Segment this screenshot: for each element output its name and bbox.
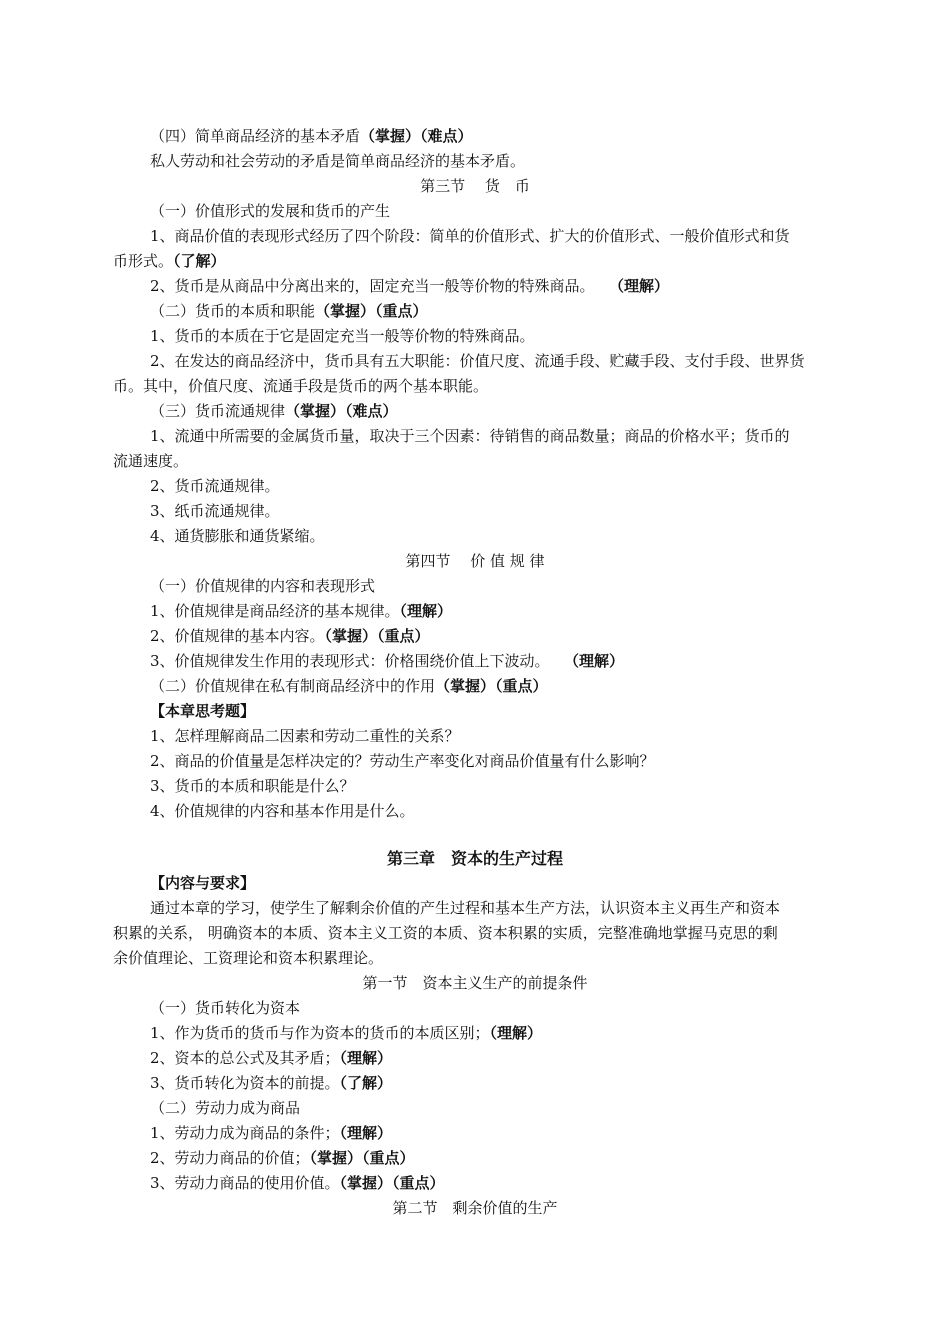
paragraph: 1、流通中所需要的金属货币量，取决于三个因素：待销售的商品数量；商品的价格水平；货币的 <box>150 427 790 445</box>
subsection-heading: （二）货币的本质和职能（掌握）（重点） <box>150 302 428 320</box>
paragraph-continuation: 流通速度。 <box>113 452 189 470</box>
paragraph-continuation: 积累的关系， 明确资本的本质、资本主义工资的本质、资本积累的实质，完整准确地掌握马克思的剩 <box>113 924 778 942</box>
tag-label: （掌握）（重点） <box>339 1174 445 1192</box>
paragraph: 1、价值规律是商品经济的基本规律。（理解） <box>150 602 453 620</box>
review-heading: 【本章思考题】 <box>150 702 256 720</box>
paragraph: 4、通货膨胀和通货紧缩。 <box>150 527 325 545</box>
tag-label: （掌握）（重点） <box>309 1149 415 1167</box>
chapter-title: 第三章 资本的生产过程 <box>386 849 563 868</box>
paragraph: 3、货币转化为资本的前提。（了解） <box>150 1074 393 1092</box>
review-question: 2、商品的价值量是怎样决定的？劳动生产率变化对商品价值量有什么影响？ <box>150 752 655 770</box>
paragraph-continuation: 余价值理论、工资理论和资本积累理论。 <box>113 949 384 967</box>
section-title: 第一节 资本主义生产的前提条件 <box>362 974 588 992</box>
review-question: 3、货币的本质和职能是什么？ <box>150 777 355 795</box>
paragraph: 通过本章的学习，使学生了解剩余价值的产生过程和基本生产方法，认识资本主义再生产和资本 <box>150 899 781 917</box>
section-title: 第三节 货 币 <box>420 177 530 195</box>
paragraph: 1、劳动力成为商品的条件；（理解） <box>150 1124 393 1142</box>
subsection-heading: （三）货币流通规律（掌握）（难点） <box>150 402 398 420</box>
subsection-heading: （四）简单商品经济的基本矛盾（掌握）（难点） <box>150 127 473 145</box>
tag-label: （理解） <box>339 1124 393 1142</box>
paragraph: 2、劳动力商品的价值；（掌握）（重点） <box>150 1149 415 1167</box>
subsection-heading: （一）价值形式的发展和货币的产生 <box>150 202 391 220</box>
tag-label: （了解） <box>173 252 226 270</box>
review-question: 4、价值规律的内容和基本作用是什么。 <box>150 802 415 820</box>
tag-label: （掌握）（重点） <box>315 302 428 320</box>
paragraph: 2、在发达的商品经济中，货币具有五大职能：价值尺度、流通手段、贮藏手段、支付手段、世界货 <box>150 352 805 370</box>
subsection-heading: （一）货币转化为资本 <box>150 999 301 1017</box>
tag-label: （理解） <box>339 1049 393 1067</box>
section-title: 第四节 价 值 规 律 <box>405 552 545 570</box>
review-question: 1、怎样理解商品二因素和劳动二重性的关系？ <box>150 727 460 745</box>
tag-label: （理解） <box>399 602 453 620</box>
tag-label: （理解） <box>489 1024 543 1042</box>
section-title: 第二节 剩余价值的生产 <box>392 1199 558 1217</box>
paragraph: 1、作为货币的货币与作为资本的货币的本质区别；（理解） <box>150 1024 543 1042</box>
tag-label: （掌握）（重点） <box>435 677 548 695</box>
tag-label: （掌握）（难点） <box>285 402 398 420</box>
paragraph: 2、货币流通规律。 <box>150 477 280 495</box>
tag-label: （理解） <box>571 652 625 670</box>
requirements-heading: 【内容与要求】 <box>150 874 256 892</box>
subsection-heading: （二）劳动力成为商品 <box>150 1099 301 1117</box>
subsection-heading: （二）价值规律在私有制商品经济中的作用（掌握）（重点） <box>150 677 548 695</box>
tag-label: （掌握）（重点） <box>324 627 430 645</box>
paragraph: 2、资本的总公式及其矛盾；（理解） <box>150 1049 393 1067</box>
subsection-heading: （一）价值规律的内容和表现形式 <box>150 577 376 595</box>
paragraph: 3、纸币流通规律。 <box>150 502 280 520</box>
paragraph: 1、商品价值的表现形式经历了四个阶段：简单的价值形式、扩大的价值形式、一般价值形式和货 <box>150 227 790 245</box>
paragraph: 私人劳动和社会劳动的矛盾是简单商品经济的基本矛盾。 <box>150 152 526 170</box>
paragraph-continuation: 币形式。（了解） <box>113 252 226 270</box>
paragraph: 3、价值规律发生作用的表现形式：价格围绕价值上下波动。 （理解） <box>150 652 625 670</box>
paragraph: 1、货币的本质在于它是固定充当一般等价物的特殊商品。 <box>150 327 535 345</box>
tag-label: （理解） <box>616 277 670 295</box>
paragraph: 2、价值规律的基本内容。（掌握）（重点） <box>150 627 430 645</box>
paragraph-continuation: 币。其中，价值尺度、流通手段是货币的两个基本职能。 <box>113 377 489 395</box>
paragraph: 2、货币是从商品中分离出来的，固定充当一般等价物的特殊商品。 （理解） <box>150 277 670 295</box>
paragraph: 3、劳动力商品的使用价值。（掌握）（重点） <box>150 1174 445 1192</box>
tag-label: （了解） <box>339 1074 393 1092</box>
tag-label: （掌握）（难点） <box>360 127 473 145</box>
